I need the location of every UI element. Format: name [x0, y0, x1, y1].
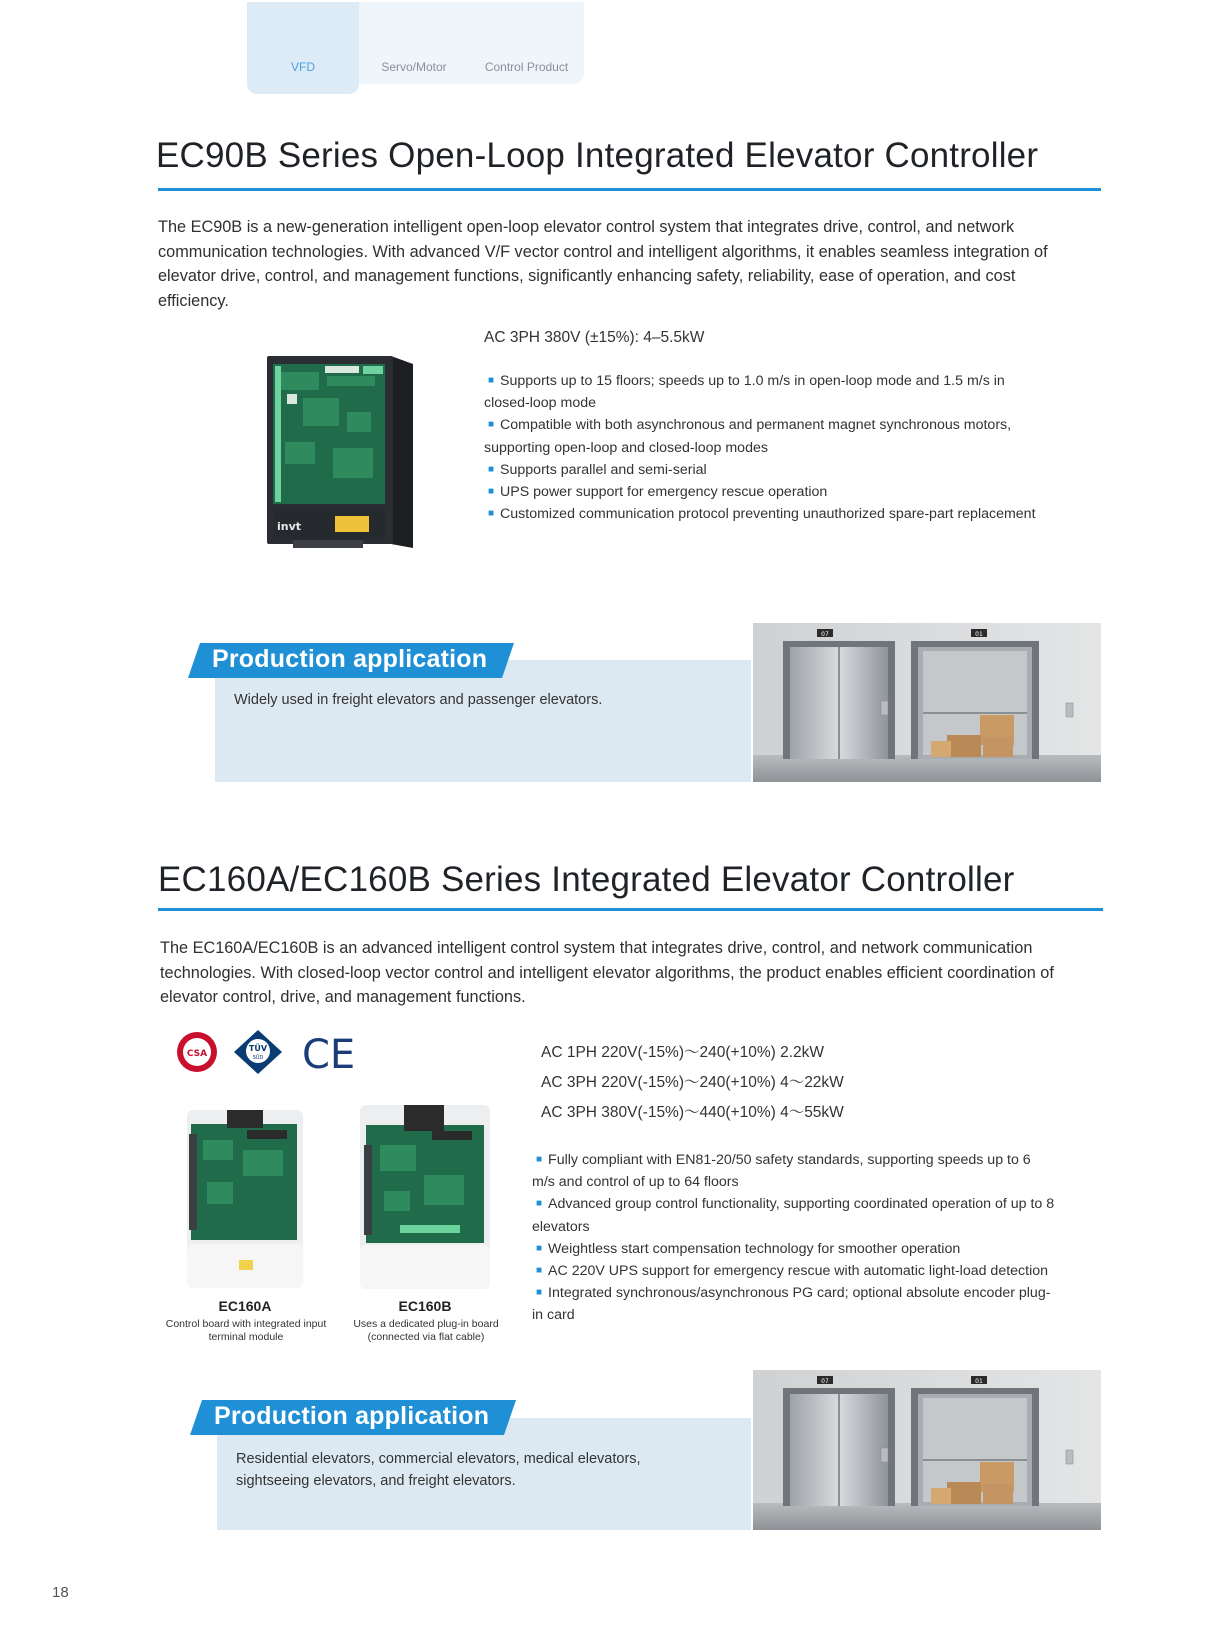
- section1-title: EC90B Series Open-Loop Integrated Elevator Controller: [156, 136, 1039, 175]
- svg-text:01: 01: [975, 631, 983, 638]
- section1-spec: AC 3PH 380V (±15%): 4–5.5kW: [484, 329, 705, 346]
- svg-text:CSA: CSA: [186, 1049, 208, 1059]
- svg-text:TÜV: TÜV: [248, 1044, 268, 1053]
- section2-divider: [158, 908, 1103, 911]
- ec160b-product-image: [360, 1105, 490, 1289]
- feature-item: ■ Advanced group control functionality, supporting coordinated operation of up to 8 elevators: [532, 1196, 1055, 1235]
- bullet-icon: ■: [536, 1154, 543, 1165]
- feature-item: ■ Fully compliant with EN81-20/50 safety standards, supporting speeds up to 6 m/s and control of up to 64 floors: [532, 1152, 1031, 1191]
- section2-application-heading: Production application: [214, 1402, 490, 1430]
- category-tabs: [247, 2, 584, 94]
- bullet-icon: ■: [488, 375, 495, 386]
- bullet-icon: ■: [488, 463, 495, 475]
- section1-application-text: Widely used in freight elevators and passenger elevators.: [234, 692, 603, 708]
- tuv-certification-logo: [233, 1029, 283, 1075]
- section1-description: The EC90B is a new-generation intelligent open-loop elevator control system that integrates drive, control, and network communication technologies. With advanced V/F vector control and intelligent algorithms, it enables seamless integration of elevator drive, control, and management functions, significantly enhancing safety, reliability, ease of operation, and cost efficiency.: [158, 218, 1048, 310]
- section1-divider: [158, 188, 1101, 191]
- section1-feature-list: [484, 370, 1044, 525]
- section2-spec-3ph-220v: AC 3PH 220V(-15%)～240(+10%) 4～22kW: [541, 1074, 844, 1091]
- elevator-photo: [753, 1370, 1101, 1530]
- svg-text:07: 07: [821, 1378, 829, 1385]
- elevator-photo: [753, 623, 1101, 782]
- section2-spec-3ph-380v: AC 3PH 380V(-15%)～440(+10%) 4～55kW: [541, 1104, 844, 1121]
- section2-spec-1ph-220v: AC 1PH 220V(-15%)～240(+10%) 2.2kW: [541, 1044, 824, 1061]
- invt-logo: invt: [277, 520, 302, 533]
- bullet-icon: ■: [536, 1265, 543, 1277]
- tab-servo-motor[interactable]: Servo/Motor: [359, 2, 469, 84]
- feature-item: ■ Supports up to 15 floors; speeds up to 1.0 m/s in open-loop mode and 1.5 m/s in closed-loop mode: [484, 373, 1005, 412]
- bullet-icon: ■: [488, 486, 495, 498]
- product-name-ec160b: EC160B: [398, 1298, 452, 1314]
- feature-item: ■ Integrated synchronous/asynchronous PG card; optional absolute encoder plug-in card: [532, 1285, 1051, 1324]
- product-caption-ec160b: Uses a dedicated plug-in board (connected via flat cable): [353, 1318, 499, 1343]
- feature-item: ■ AC 220V UPS support for emergency rescue with automatic light-load detection: [536, 1263, 1049, 1280]
- csa-certification-logo: [175, 1030, 219, 1074]
- ec90b-product-image: [263, 352, 413, 552]
- ec160a-product-image: [187, 1110, 303, 1288]
- svg-text:01: 01: [975, 1378, 983, 1385]
- bullet-icon: ■: [488, 419, 495, 431]
- feature-item: ■ Compatible with both asynchronous and permanent magnet synchronous motors, supporting open-loop and closed-loop modes: [484, 417, 1012, 456]
- feature-item: ■ UPS power support for emergency rescue operation: [488, 484, 828, 501]
- page-number: 18: [52, 1584, 69, 1601]
- feature-item: ■ Weightless start compensation technology for smoother operation: [536, 1240, 961, 1257]
- product-caption-ec160a: Control board with integrated input terminal module: [165, 1318, 327, 1343]
- ce-certification-logo: [302, 1030, 360, 1074]
- section2-title: EC160A/EC160B Series Integrated Elevator Controller: [158, 860, 1015, 899]
- bullet-icon: ■: [488, 508, 495, 520]
- svg-text:07: 07: [821, 631, 829, 638]
- feature-item: ■ Supports parallel and semi-serial: [488, 461, 707, 478]
- svg-text:SÜD: SÜD: [252, 1055, 264, 1061]
- bullet-icon: ■: [536, 1242, 543, 1254]
- feature-item: ■ Customized communication protocol preventing unauthorized spare-part replacement: [488, 506, 1036, 523]
- tab-control-product[interactable]: Control Product: [469, 2, 584, 84]
- product-name-ec160a: EC160A: [218, 1298, 272, 1314]
- section2-description: The EC160A/EC160B is an advanced intelligent control system that integrates drive, control, and network communication technologies. With closed-loop vector control and intelligent elevator algorithms, the product enables efficient coordination of elevator control, drive, and management functions.: [160, 939, 1054, 1006]
- tab-vfd[interactable]: VFD: [247, 2, 359, 94]
- bullet-icon: ■: [536, 1198, 543, 1210]
- section2-application-text: Residential elevators, commercial elevators, medical elevators, sightseeing elevators, and freight elevators.: [236, 1451, 641, 1489]
- section2-feature-list: [532, 1149, 1057, 1327]
- bullet-icon: ■: [536, 1287, 543, 1299]
- section1-application-heading: Production application: [212, 645, 488, 673]
- section1-application-banner: [188, 643, 514, 678]
- section2-application-banner: [190, 1400, 516, 1435]
- svg-text:CE: CE: [302, 1032, 356, 1074]
- section1-application-panel: [215, 660, 751, 782]
